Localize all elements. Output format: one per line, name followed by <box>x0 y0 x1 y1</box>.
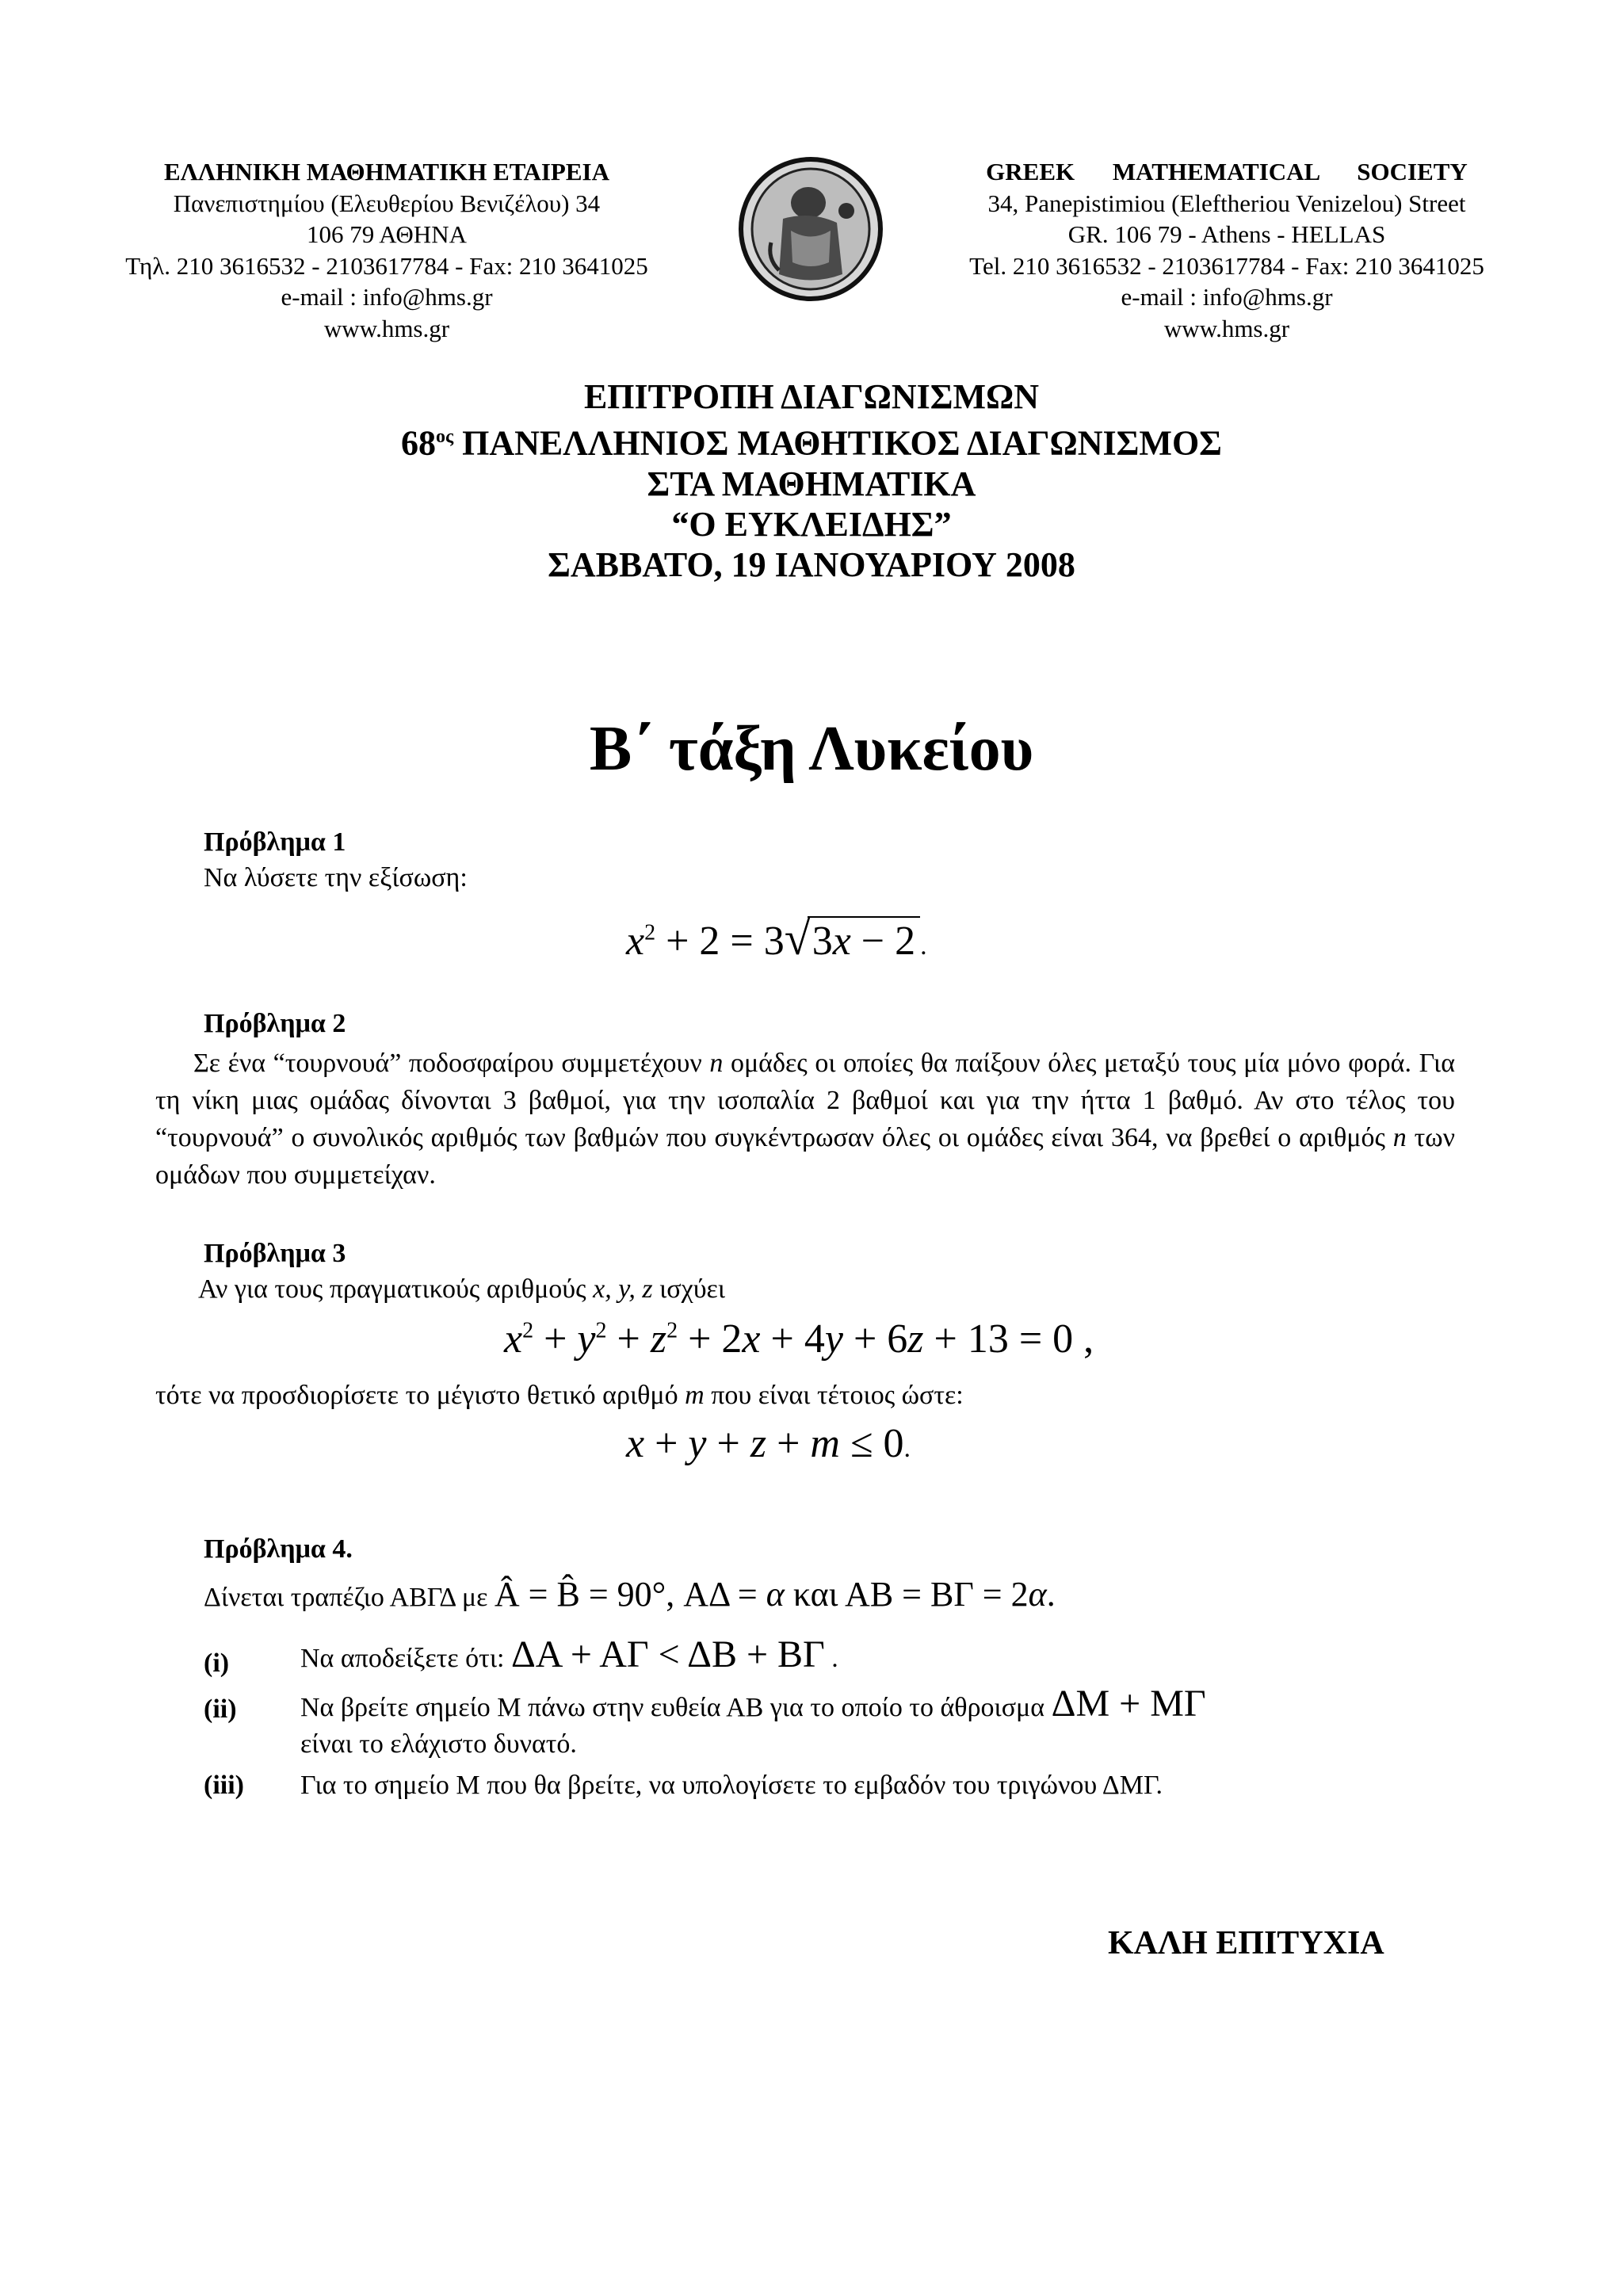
phone-english: Tel. 210 3616532 - 2103617784 - Fax: 210 3641025 <box>969 251 1484 280</box>
society-name-greek: ΕΛΛΗΝΙΚΗ ΜΑΘΗΜΑΤΙΚΗ ΕΤΑΙΡΕΙΑ <box>164 158 609 185</box>
competition-euclid: “Ο ΕΥΚΛΕΙΔΗΣ” <box>671 504 952 544</box>
problem-3-text-1a: Αν για τους πραγματικούς αριθμούς <box>198 1274 594 1304</box>
city-english: GR. 106 79 - Athens - HELLAS <box>1067 220 1386 248</box>
var-n: n <box>709 1049 724 1078</box>
var-n: n <box>1392 1123 1407 1152</box>
item-ii-label: Να βρείτε σημείο Μ πάνω στην ευθεία ΑΒ για το οποίο το άθροισμα <box>300 1693 1052 1722</box>
closing-text: ΚΑΛΗ ΕΠΙΤΥΧΙΑ <box>1108 1925 1384 1962</box>
item-ii-text <box>300 1682 1206 1725</box>
problem-4-intro-text: Δίνεται τραπέζιο ΑΒΓΔ με <box>204 1583 495 1612</box>
problem-4-given: Â = B̂ = 90°, ΑΔ = α και ΑΒ = ΒΓ = 2α. <box>494 1575 1056 1614</box>
var-m: m <box>685 1381 705 1410</box>
competition-name <box>0 417 1623 464</box>
address-greek: Πανεπιστημίου (Ελευθερίου Βενιζέλου) 34 <box>173 189 601 217</box>
problem-2-text-b: ομάδες οι οποίες θα παίξουν όλες μεταξύ τους μία μόνο φορά. Για τη νίκη μιας ομάδας δίνονται 3 βαθμοί, για την ισοπαλία 2 βαθμοί και για την ήττα 1 βαθμό. Αν στο τέλος του “τουρνουά” ο συνολικός αριθμός των βαθμών που συγκέντρωσαν όλες οι ομάδες είναι 364, να βρεθεί ο αριθμός <box>155 1049 1456 1152</box>
web-english: www.hms.gr <box>1163 314 1290 342</box>
problem-1-equation: $x^2 + 2 = 3√3x - 2$ . <box>626 912 927 965</box>
phone-greek: Τηλ. 210 3616532 - 2103617784 - Fax: 210 3641025 <box>125 251 648 280</box>
problem-3-text-2b: που είναι τέτοιος ώστε: <box>704 1381 964 1410</box>
problem-2-text-c: των ομάδων που συμμετείχαν. <box>155 1123 1455 1190</box>
header-right <box>926 156 1528 344</box>
item-iii-mark: (iii) <box>204 1771 244 1800</box>
competition-title: ΠΑΝΕΛΛΗΝΙΟΣ ΜΑΘΗΤΙΚΟΣ ΔΙΑΓΩΝΙΣΜΟΣ <box>462 423 1222 463</box>
competition-number-suffix: ος <box>436 426 454 447</box>
problem-4-intro <box>204 1574 1056 1614</box>
problem-2-text <box>155 1045 1455 1194</box>
item-i-inequality: ΔΑ + ΑΓ < ΔΒ + ΒΓ <box>510 1633 825 1675</box>
header-left <box>86 156 688 344</box>
item-i-label: Να αποδείξετε ότι: <box>300 1644 511 1673</box>
committee-title: ΕΠΙΤΡΟΠΗ ΔΙΑΓΩΝΙΣΜΩΝ <box>583 377 1040 416</box>
competition-number: 68 <box>401 423 437 463</box>
problem-4-title: Πρόβλημα 4. <box>204 1534 353 1564</box>
competition-subject: ΣΤΑ ΜΑΘΗΜΑΤΙΚΑ <box>647 464 976 503</box>
problem-3-text-1b: ισχύει <box>652 1274 725 1304</box>
problem-3-equation: $x^2 + y^2 + z^2 + 2x + 4y + 6z + 13 = 0$ , <box>504 1316 1094 1362</box>
address-english: 34, Panepistimiou (Eleftheriou Venizelou) Street <box>987 189 1466 217</box>
item-iii-text: Για το σημείο Μ που θα βρείτε, να υπολογίσετε το εμβαδόν του τριγώνου ΔΜΓ. <box>300 1771 1163 1800</box>
problem-3-text-2a: τότε να προσδιορίσετε το μέγιστο θετικό αριθμό <box>155 1381 685 1410</box>
item-ii-mark: (ii) <box>204 1694 237 1724</box>
vars-xyz: x, y, z <box>593 1274 653 1304</box>
competition-date: ΣΑΒΒΑΤΟ, 19 ΙΑΝΟΥΑΡΙΟΥ 2008 <box>548 544 1075 584</box>
problem-2-text-a: Σε ένα “τουρνουά” ποδοσφαίρου συμμετέχουν <box>193 1049 710 1078</box>
society-name-english: GREEK MATHEMATICAL SOCIETY <box>986 158 1468 185</box>
problem-1-text: Να λύσετε την εξίσωση: <box>204 863 468 892</box>
email-english: e-mail : info@hms.gr <box>1121 283 1333 311</box>
web-greek: www.hms.gr <box>323 314 450 342</box>
problem-3-title: Πρόβλημα 3 <box>204 1239 346 1268</box>
problem-3-inequality: x + y + z + m ≤ 0. <box>626 1421 911 1466</box>
problem-2-title: Πρόβλημα 2 <box>204 1009 346 1038</box>
problem-1-title: Πρόβλημα 1 <box>204 827 346 857</box>
city-greek: 106 79 ΑΘΗΝΑ <box>307 220 467 248</box>
problem-3-text-2 <box>155 1381 964 1411</box>
problem-3-text-1 <box>198 1274 725 1305</box>
competition-title-block <box>0 376 1623 585</box>
item-i-text: Να αποδείξετε ότι: ΔΑ + ΑΓ < ΔΒ + ΒΓ . <box>300 1633 838 1675</box>
email-greek: e-mail : info@hms.gr <box>281 283 493 311</box>
item-i-mark: (i) <box>204 1648 230 1678</box>
item-ii-text-b: είναι το ελάχιστο δυνατό. <box>300 1729 577 1759</box>
item-ii-sum: ΔΜ + ΜΓ <box>1051 1683 1206 1725</box>
society-seal-icon <box>735 155 886 303</box>
grade-title: Β΄ τάξη Λυκείου <box>589 714 1034 784</box>
